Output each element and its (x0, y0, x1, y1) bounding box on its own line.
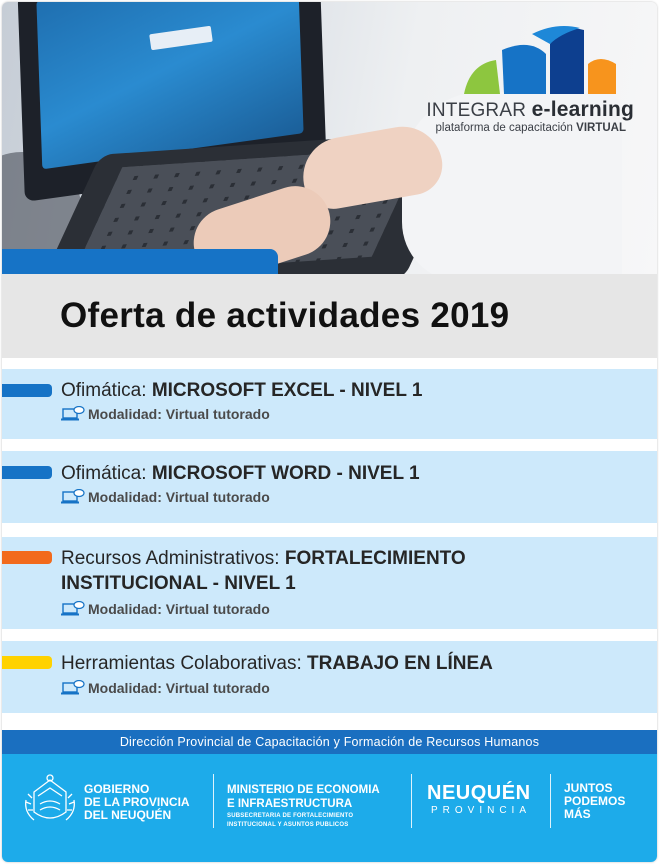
activity-modality: Modalidad: Virtual tutorado (61, 405, 270, 423)
logo-tagline: plataforma de capacitación VIRTUAL (435, 122, 626, 134)
integrar-logo-mark-icon (460, 24, 620, 96)
gov-name: GOBIERNO DE LA PROVINCIA DEL NEUQUÉN (84, 782, 190, 822)
activity-modality: Modalidad: Virtual tutorado (61, 488, 270, 506)
activity-color-bar (2, 466, 52, 479)
activity-color-bar (2, 384, 52, 397)
footer-direction-text: Dirección Provincial de Capacitación y Formación de Recursos Humanos (119, 735, 540, 749)
activity-title: Ofimática: MICROSOFT WORD - NIVEL 1 (61, 463, 420, 484)
activity-item (2, 537, 657, 629)
activity-title-line2: INSTITUCIONAL - NIVEL 1 (61, 573, 296, 594)
slogan: JUNTOS PODEMOS MÁS (564, 781, 626, 821)
title-band (2, 274, 657, 358)
footer-divider (213, 774, 214, 828)
neuquen-province-logo: NEUQUÉN PROVINCIA (427, 782, 532, 816)
activity-title: Herramientas Colaborativas: TRABAJO EN LÍNEA (61, 653, 493, 674)
footer-divider (550, 774, 551, 828)
laptop-chat-icon (61, 406, 85, 422)
integrar-logo (426, 24, 638, 142)
activity-item (2, 451, 657, 523)
activity-title: Recursos Administrativos: FORTALECIMIENTO (61, 548, 466, 569)
activity-modality: Modalidad: Virtual tutorado (61, 679, 270, 697)
logo-title: INTEGRAR e-learning (426, 98, 634, 121)
activity-item (2, 369, 657, 439)
ministry-name: MINISTERIO DE ECONOMIA E INFRAESTRUCTURA SUBSECRETARIA DE FORTALECIMIENTO INSTITUCIONAL Y ASUNTOS PUBLICOS (227, 784, 380, 828)
laptop-chat-icon (61, 601, 85, 617)
hero-image (2, 2, 657, 274)
activity-item (2, 641, 657, 713)
footer-direction-bar (2, 730, 657, 754)
footer (2, 754, 657, 862)
activity-color-bar (2, 656, 52, 669)
neuquen-shield-icon (22, 770, 78, 828)
laptop-chat-icon (61, 680, 85, 696)
activity-modality: Modalidad: Virtual tutorado (61, 600, 270, 618)
flyer (2, 2, 657, 862)
laptop-chat-icon (61, 489, 85, 505)
footer-divider (411, 774, 412, 828)
activity-title: Ofimática: MICROSOFT EXCEL - NIVEL 1 (61, 380, 423, 401)
page-title: Oferta de actividades 2019 (60, 296, 510, 335)
activity-color-bar (2, 551, 52, 564)
